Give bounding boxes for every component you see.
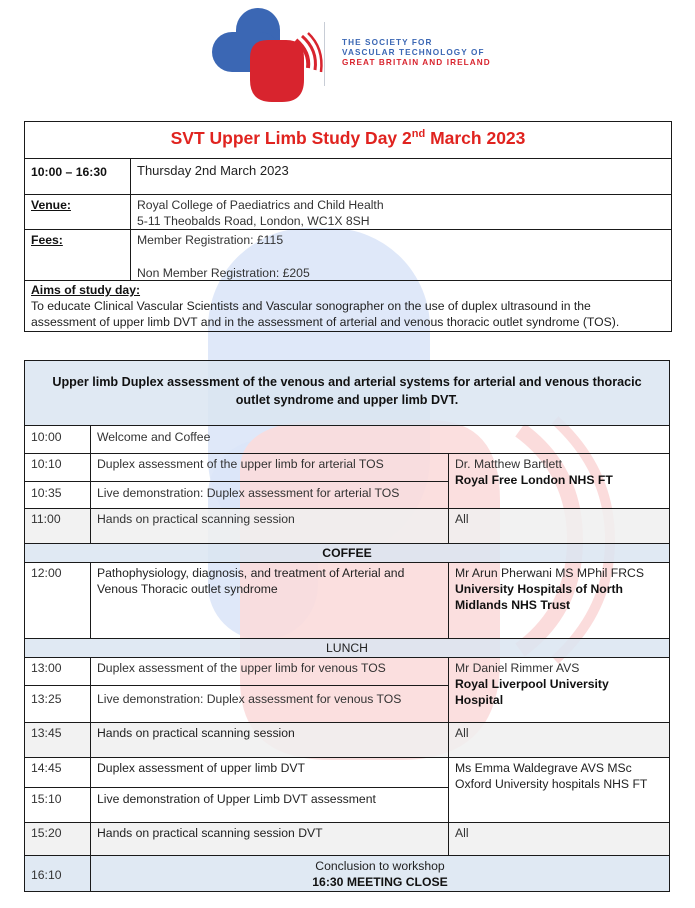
row-session: Welcome and Coffee — [90, 425, 670, 454]
row-session: Duplex assessment of upper limb DVT — [90, 757, 449, 788]
speaker-organisation-line-1: Royal Liverpool University — [455, 677, 609, 691]
speaker-pherwani — [448, 562, 670, 639]
speaker-organisation-line-1: University Hospitals of North — [455, 582, 623, 596]
row-time: 14:45 — [24, 757, 91, 788]
org-line-2: VASCULAR TECHNOLOGY OF — [342, 48, 485, 57]
fee-nonmember: Non Member Registration: £205 — [137, 266, 310, 280]
schedule-heading — [24, 360, 670, 426]
row-time: 15:10 — [24, 787, 91, 823]
row-time: 11:00 — [24, 508, 91, 544]
organisation-name — [342, 38, 491, 68]
break-coffee: COFFEE — [24, 543, 670, 563]
venue-value — [130, 194, 672, 230]
session-line-1: Pathophysiology, diagnosis, and treatment of Arterial and — [97, 566, 405, 580]
time-label: 10:00 – 16:30 — [24, 158, 131, 195]
row-time: 15:20 — [24, 822, 91, 856]
org-line-3: GREAT BRITAIN AND IRELAND — [342, 58, 491, 67]
row-time: 12:00 — [24, 562, 91, 639]
row-session: Live demonstration of Upper Limb DVT assessment — [90, 787, 449, 823]
row-speaker: All — [448, 508, 670, 544]
speaker-bartlett — [448, 453, 670, 509]
title-superscript: nd — [411, 128, 426, 140]
speaker-organisation-line-2: Hospital — [455, 693, 504, 707]
speaker-name: Mr Arun Pherwani MS MPhil FRCS — [455, 566, 644, 580]
venue-label-text: Venue: — [31, 198, 71, 212]
org-line-1: THE SOCIETY FOR — [342, 38, 433, 47]
row-session: Hands on practical scanning session DVT — [90, 822, 449, 856]
title-text-end: March 2023 — [425, 128, 526, 148]
break-lunch: LUNCH — [24, 638, 670, 658]
row-time: 13:00 — [24, 657, 91, 686]
venue-line-2: 5-11 Theobalds Road, London, WC1X 8SH — [137, 214, 370, 228]
row-time: 10:35 — [24, 481, 91, 509]
row-session: Live demonstration: Duplex assessment for arterial TOS — [90, 481, 449, 509]
speaker-name: Mr Daniel Rimmer AVS — [455, 661, 580, 675]
row-time: 13:25 — [24, 685, 91, 723]
speaker-organisation: Royal Free London NHS FT — [455, 473, 613, 487]
venue-line-1: Royal College of Paediatrics and Child Health — [137, 198, 384, 212]
row-session: Hands on practical scanning session — [90, 722, 449, 758]
title-text: SVT Upper Limb Study Day 2 — [170, 128, 412, 148]
row-session: Duplex assessment of the upper limb for arterial TOS — [90, 453, 449, 482]
row-session: Live demonstration: Duplex assessment for venous TOS — [90, 685, 449, 723]
fees-label-text: Fees: — [31, 233, 63, 247]
schedule-heading-line-1: Upper limb Duplex assessment of the venous and arterial systems for arterial and venous thoracic — [52, 375, 642, 389]
fees-value — [130, 229, 672, 281]
row-session — [90, 562, 449, 639]
speaker-name: Ms Emma Waldegrave AVS MSc — [455, 761, 632, 775]
row-time: 10:00 — [24, 425, 91, 454]
fees-label — [24, 229, 131, 281]
aims-line-2: assessment of upper limb DVT and in the assessment of arterial and venous thoracic outlet syndrome (TOS). — [31, 315, 620, 329]
fee-member: Member Registration: £115 — [137, 233, 284, 247]
row-time: 10:10 — [24, 453, 91, 482]
page-title — [24, 121, 672, 159]
aims-line-1: To educate Clinical Vascular Scientists and Vascular sonographer on the use of duplex ultrasound in the — [31, 299, 591, 313]
time-value: Thursday 2nd March 2023 — [130, 158, 672, 195]
venue-label — [24, 194, 131, 230]
speaker-organisation-line-2: Midlands NHS Trust — [455, 598, 571, 612]
speaker-organisation: Oxford University hospitals NHS FT — [455, 777, 648, 791]
aims-label: Aims of study day: — [31, 283, 141, 297]
row-session: Duplex assessment of the upper limb for venous TOS — [90, 657, 449, 686]
row-time: 16:10 — [24, 855, 91, 892]
speaker-waldegrave — [448, 757, 670, 823]
row-speaker: All — [448, 722, 670, 758]
session-line-1: Conclusion to workshop — [315, 859, 445, 873]
meeting-close: 16:30 MEETING CLOSE — [312, 875, 448, 889]
row-session: Hands on practical scanning session — [90, 508, 449, 544]
row-session — [90, 855, 670, 892]
speaker-rimmer — [448, 657, 670, 723]
session-line-2: Venous Thoracic outlet syndrome — [97, 582, 278, 596]
speaker-name: Dr. Matthew Bartlett — [455, 457, 563, 471]
row-time: 13:45 — [24, 722, 91, 758]
aims-cell — [24, 280, 672, 332]
schedule-heading-line-2: outlet syndrome and upper limb DVT. — [235, 393, 459, 407]
logo-divider — [324, 22, 325, 86]
row-speaker: All — [448, 822, 670, 856]
